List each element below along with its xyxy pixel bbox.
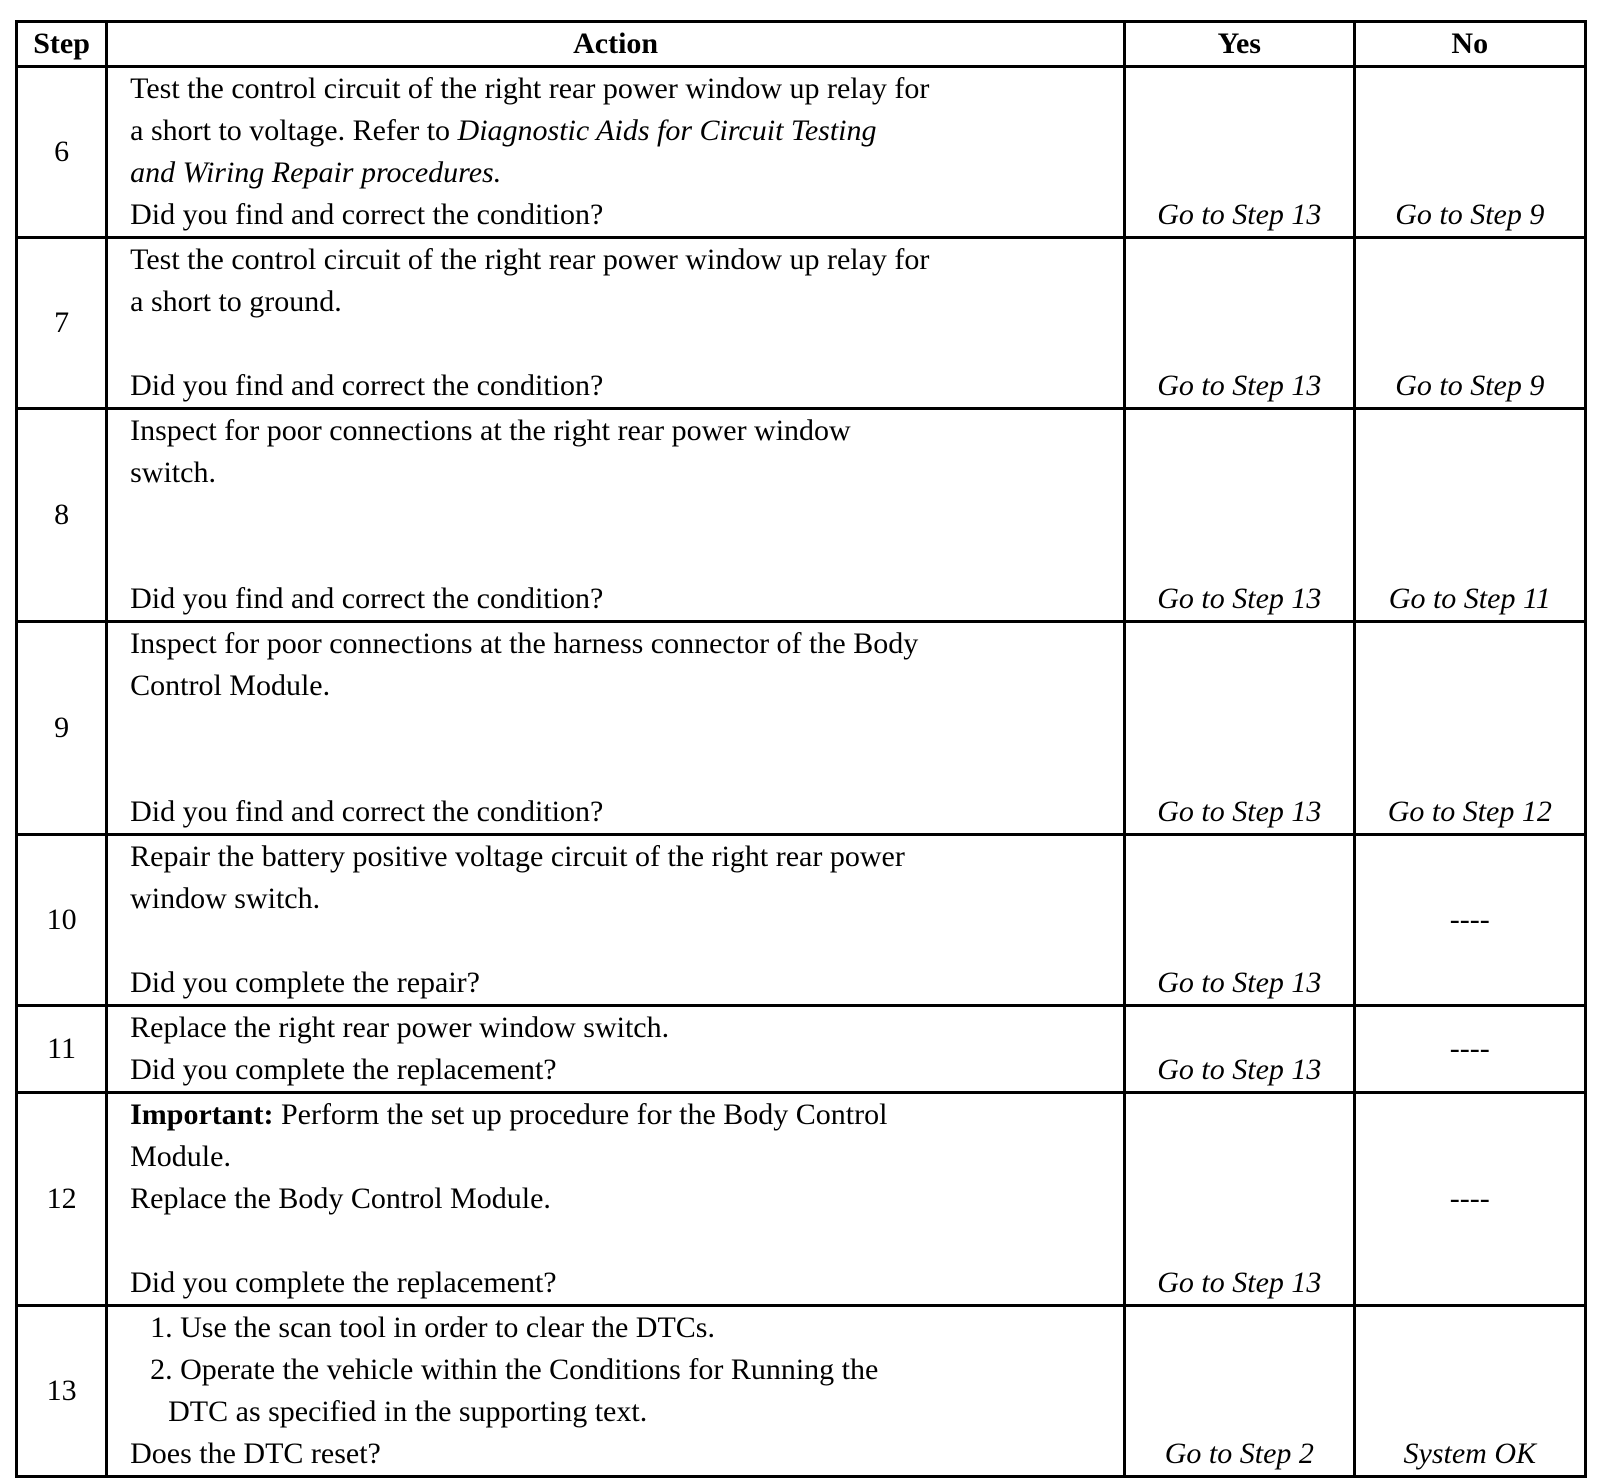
action-text: Module. [130, 1140, 231, 1173]
action-question: Did you complete the repair? [130, 966, 480, 999]
no-link: Go to Step 12 [1387, 795, 1552, 828]
no-link: Go to Step 9 [1395, 198, 1545, 231]
action-text: DTC as specified in the supporting text. [168, 1395, 648, 1428]
action-question: Does the DTC reset? [130, 1437, 381, 1470]
yes-cell [1125, 1306, 1354, 1477]
action-question: Did you find and correct the condition? [130, 198, 604, 231]
diagnostic-table [15, 20, 1587, 1478]
table-row [17, 238, 1586, 409]
action-cell [107, 835, 1125, 1006]
table-row [17, 1093, 1586, 1306]
action-text: Replace the Body Control Module. [130, 1182, 551, 1215]
table-row [17, 67, 1586, 238]
action-list-item: 1. Use the scan tool in order to clear the DTCs. [150, 1311, 715, 1344]
header-yes: Yes [1125, 22, 1354, 67]
action-cell [107, 238, 1125, 409]
yes-link: Go to Step 2 [1164, 1437, 1314, 1470]
action-text: Control Module. [130, 669, 331, 702]
action-cell [107, 67, 1125, 238]
no-cell [1354, 1306, 1585, 1477]
important-label: Important: [130, 1098, 274, 1131]
action-list-item: 2. Operate the vehicle within the Conditions for Running the [150, 1353, 879, 1386]
action-cell [107, 409, 1125, 622]
yes-cell [1125, 67, 1354, 238]
no-cell: ---- [1354, 1006, 1585, 1093]
header-action: Action [107, 22, 1125, 67]
no-cell: ---- [1354, 835, 1585, 1006]
step-number: 7 [17, 238, 107, 409]
no-link: System OK [1403, 1437, 1536, 1470]
no-cell [1354, 67, 1585, 238]
header-row [17, 22, 1586, 67]
action-text: Inspect for poor connections at the right rear power window [130, 414, 851, 447]
action-text: a short to voltage. Refer to Diagnostic Aids for Circuit Testing [130, 114, 877, 147]
action-question: Did you find and correct the condition? [130, 795, 604, 828]
table-row [17, 622, 1586, 835]
yes-cell [1125, 1093, 1354, 1306]
step-number: 11 [17, 1006, 107, 1093]
no-cell [1354, 238, 1585, 409]
step-number: 6 [17, 67, 107, 238]
action-question: Did you complete the replacement? [130, 1053, 557, 1086]
action-question: Did you find and correct the condition? [130, 369, 604, 402]
step-number: 10 [17, 835, 107, 1006]
header-step: Step [17, 22, 107, 67]
action-text: window switch. [130, 882, 321, 915]
yes-cell [1125, 409, 1354, 622]
header-no: No [1354, 22, 1585, 67]
no-cell: ---- [1354, 1093, 1585, 1306]
yes-link: Go to Step 13 [1157, 582, 1322, 615]
no-cell [1354, 622, 1585, 835]
yes-link: Go to Step 13 [1157, 1266, 1322, 1299]
action-text: Inspect for poor connections at the harness connector of the Body [130, 627, 919, 660]
step-number: 8 [17, 409, 107, 622]
no-cell [1354, 409, 1585, 622]
yes-link: Go to Step 13 [1157, 198, 1322, 231]
no-link: Go to Step 9 [1395, 369, 1545, 402]
table-row [17, 835, 1586, 1006]
action-text: Repair the battery positive voltage circuit of the right rear power [130, 840, 905, 873]
step-number: 12 [17, 1093, 107, 1306]
action-question: Did you find and correct the condition? [130, 582, 604, 615]
yes-link: Go to Step 13 [1157, 1053, 1322, 1086]
step-number: 13 [17, 1306, 107, 1477]
action-cell [107, 622, 1125, 835]
yes-link: Go to Step 13 [1157, 966, 1322, 999]
yes-link: Go to Step 13 [1157, 369, 1322, 402]
action-question: Did you complete the replacement? [130, 1266, 557, 1299]
action-text: Important: Perform the set up procedure for the Body Control [130, 1098, 888, 1131]
action-text: Test the control circuit of the right rear power window up relay for [130, 72, 930, 105]
action-text: a short to ground. [130, 285, 342, 318]
table-row [17, 1006, 1586, 1093]
yes-cell [1125, 238, 1354, 409]
action-cell [107, 1093, 1125, 1306]
table-row [17, 409, 1586, 622]
yes-cell [1125, 622, 1354, 835]
action-text: and Wiring Repair procedures. [130, 156, 502, 189]
action-text: switch. [130, 456, 216, 489]
yes-link: Go to Step 13 [1157, 795, 1322, 828]
step-number: 9 [17, 622, 107, 835]
no-link: Go to Step 11 [1388, 582, 1551, 615]
action-text: Test the control circuit of the right rear power window up relay for [130, 243, 930, 276]
yes-cell [1125, 1006, 1354, 1093]
action-text: Replace the right rear power window switch. [130, 1011, 670, 1044]
action-cell [107, 1006, 1125, 1093]
action-cell [107, 1306, 1125, 1477]
yes-cell [1125, 835, 1354, 1006]
table-row [17, 1306, 1586, 1477]
